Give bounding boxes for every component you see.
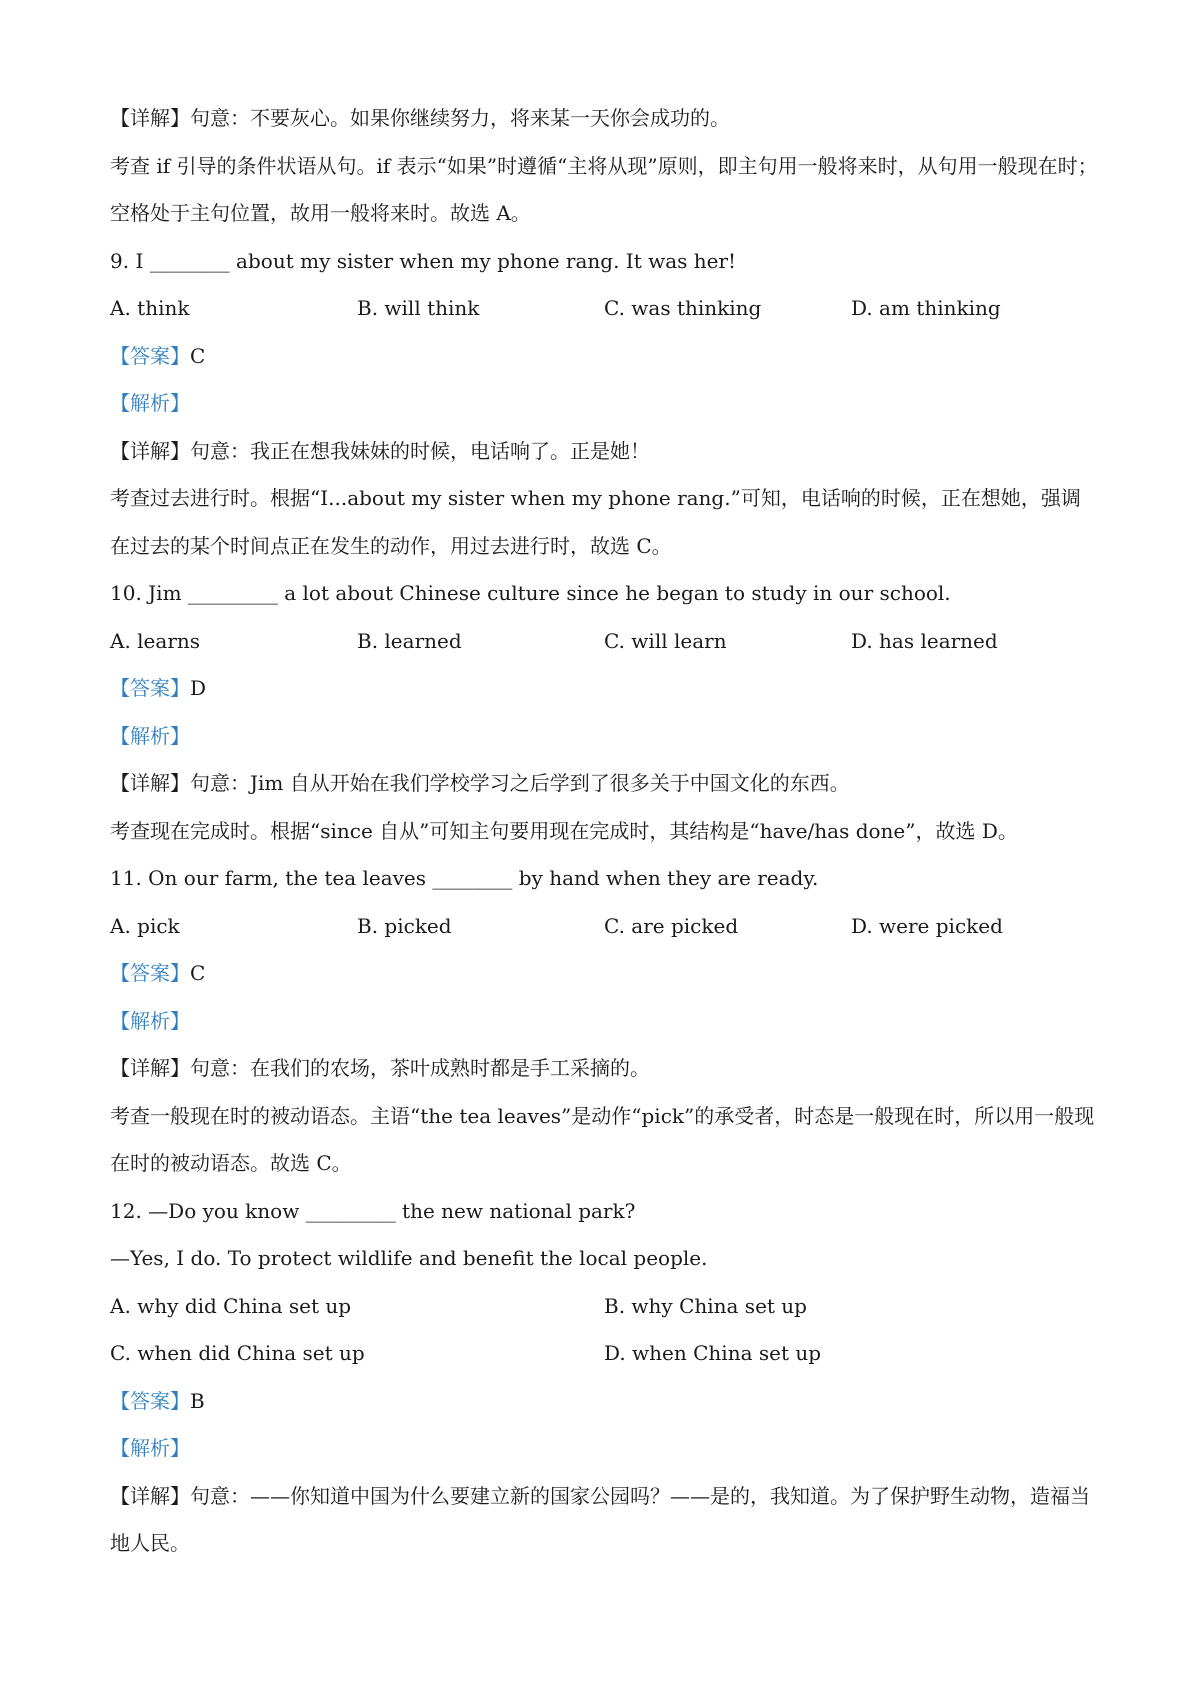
options-row <box>110 618 1100 666</box>
option-d: D. am thinking <box>851 296 1001 320</box>
option-d: D. has learned <box>851 628 998 653</box>
option-a: A. learns <box>110 628 201 653</box>
option-c: C. was thinking <box>604 296 762 320</box>
option-b: B. will think <box>357 296 480 320</box>
answer-value: D <box>190 676 207 700</box>
option-c: C. are picked <box>604 913 739 938</box>
answer-value: B <box>190 1388 205 1413</box>
option-a: A. pick <box>110 913 180 938</box>
analysis-text: 考查过去进行时。根据“I...about my sister when my phone rang.”可知，电话响的时候，正在想她，强调在过去的某个时间点正在发生的动作，用过去进行时，故选 C。 <box>110 486 1081 558</box>
option-b: B. picked <box>357 913 452 938</box>
analysis-text: 考查一般现在时的被动语态。主语“the tea leaves”是动作“pick”的承受者，时态是一般现在时，所以用一般现在时的被动语态。故选 C。 <box>110 1103 1095 1175</box>
option-c: C. when did China set up <box>110 1341 365 1365</box>
option-a: A. think <box>110 296 190 320</box>
options-row <box>110 285 1100 333</box>
answer-line <box>110 950 1100 998</box>
option-d: D. were picked <box>851 913 1003 938</box>
detail-tag: 【详解】 <box>110 438 190 463</box>
answer-tag: 【答案】 <box>110 676 190 700</box>
detail-text: 句意：我正在想我妹妹的时候，电话响了。正是她！ <box>190 438 650 463</box>
q8-analysis: 考查 if 引导的条件状语从句。if 表示“如果”时遵循“主将从现”原则，即主句用一般将来时，从句用一般现在时；空格处于主句位置，故用一般将来时。故选 A。 <box>110 153 1098 225</box>
answer-value: C <box>190 961 206 985</box>
answer-value: C <box>190 343 206 368</box>
detail-text: 句意：——你知道中国为什么要建立新的国家公园吗？——是的，我知道。为了保护野生动物，造福当地人民。 <box>110 1483 1090 1555</box>
answer-tag: 【答案】 <box>110 343 190 368</box>
option-b: B. why China set up <box>604 1293 807 1318</box>
detail-line <box>110 1045 1100 1093</box>
options-row <box>110 903 1100 951</box>
detail-text: 句意：Jim 自从开始在我们学校学习之后学到了很多关于中国文化的东西。 <box>190 771 850 795</box>
answer-line <box>110 665 1100 713</box>
answer-tag: 【答案】 <box>110 1388 190 1413</box>
jiexi-tag: 【解析】 <box>110 391 190 415</box>
q8-detail <box>110 95 1100 143</box>
option-d: D. when China set up <box>604 1341 822 1365</box>
option-b: B. learned <box>357 628 462 653</box>
question-stem: 12. —Do you know _________ the new national park? <box>110 1198 636 1223</box>
jiexi-tag: 【解析】 <box>110 1436 190 1460</box>
option-c: C. will learn <box>604 628 727 653</box>
question-stem-reply: —Yes, I do. To protect wildlife and benefit the local people. <box>110 1246 708 1270</box>
jiexi-tag: 【解析】 <box>110 723 190 748</box>
detail-text: 句意：在我们的农场，茶叶成熟时都是手工采摘的。 <box>190 1056 650 1080</box>
question-stem: 9. I ________ about my sister when my phone rang. It was her! <box>110 248 737 273</box>
detail-tag: 【详解】 <box>110 1483 190 1508</box>
detail-line <box>110 760 1100 808</box>
analysis-text: 考查现在完成时。根据“since 自从”可知主句要用现在完成时，其结构是“have/has done”，故选 D。 <box>110 818 1018 843</box>
detail-tag: 【详解】 <box>110 771 190 795</box>
option-a: A. why did China set up <box>110 1293 352 1318</box>
detail-text: 句意：不要灰心。如果你继续努力，将来某一天你会成功的。 <box>190 106 730 130</box>
question-stem: 10. Jim _________ a lot about Chinese culture since he began to study in our school. <box>110 581 951 605</box>
answer-line <box>110 1378 1100 1426</box>
detail-line <box>110 1473 1100 1568</box>
options-row <box>110 1330 1100 1378</box>
options-row <box>110 1283 1100 1331</box>
answer-line <box>110 333 1100 381</box>
answer-tag: 【答案】 <box>110 961 190 985</box>
detail-line <box>110 428 1100 476</box>
jiexi-tag: 【解析】 <box>110 1008 190 1033</box>
detail-tag: 【详解】 <box>110 106 190 130</box>
question-stem: 11. On our farm, the tea leaves ________ by hand when they are ready. <box>110 866 819 890</box>
detail-tag: 【详解】 <box>110 1056 190 1080</box>
document-content <box>110 95 1100 1568</box>
